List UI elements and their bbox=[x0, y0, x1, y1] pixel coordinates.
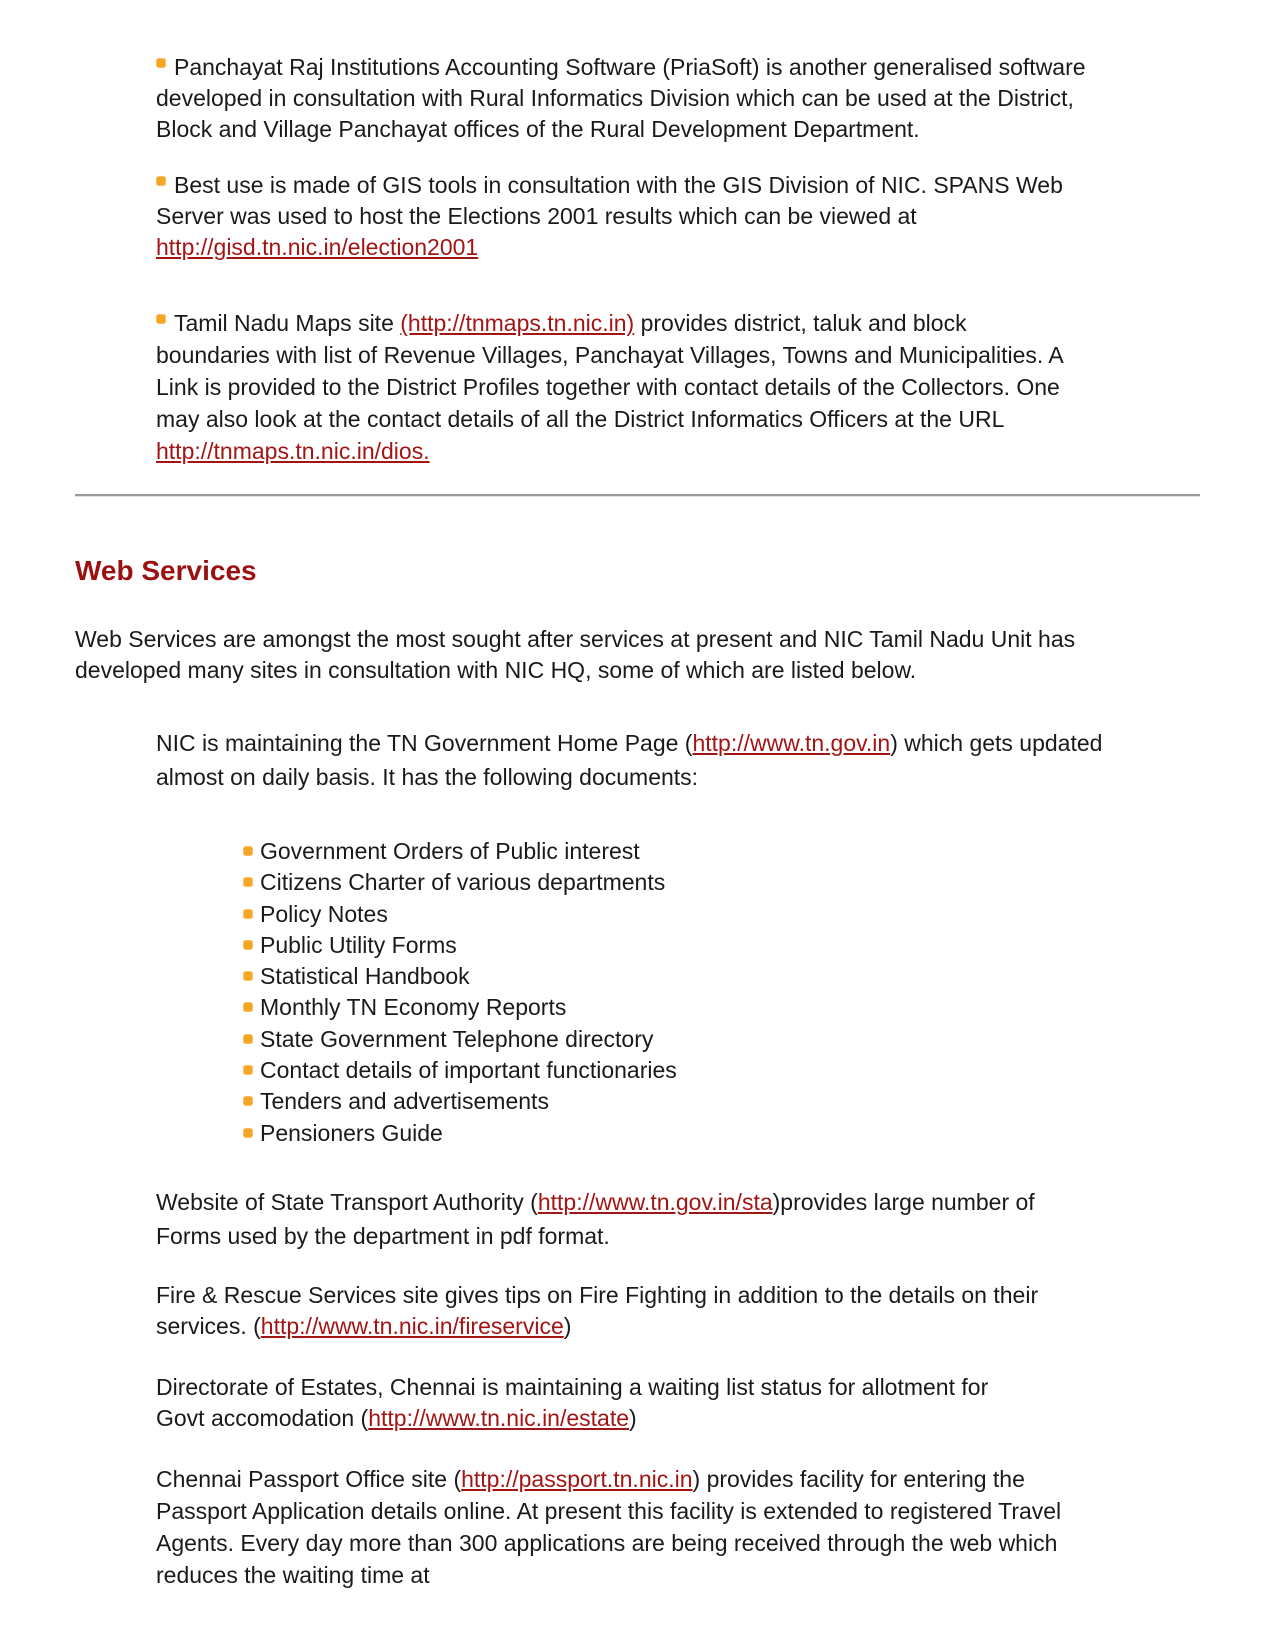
web-services-heading: Web Services bbox=[75, 555, 257, 586]
passport-link[interactable]: http://passport.tn.nic.in bbox=[461, 1466, 693, 1492]
list-item bbox=[243, 899, 677, 930]
bullet-paragraph-tnmaps bbox=[156, 307, 1076, 467]
home-page-text-after: ) which gets updated almost on daily basis. It has the following documents: bbox=[156, 730, 1103, 790]
sta-text-before: Website of State Transport Authority ( bbox=[156, 1189, 538, 1215]
tnmaps-link[interactable]: (http://tnmaps.tn.nic.in) bbox=[400, 310, 635, 336]
orange-bullet-icon bbox=[243, 1034, 253, 1044]
election2001-link[interactable]: http://gisd.tn.nic.in/election2001 bbox=[156, 234, 479, 260]
estate-link[interactable]: http://www.tn.nic.in/estate bbox=[368, 1405, 630, 1431]
orange-bullet-icon bbox=[243, 971, 253, 981]
sta-text-after: )provides large number of Forms used by the department in pdf format. bbox=[156, 1189, 1035, 1249]
list-item bbox=[243, 1086, 677, 1117]
fire-text-before: Fire & Rescue Services site gives tips on Fire Fighting in addition to the details on their services. ( bbox=[156, 1282, 1039, 1339]
document-label: State Government Telephone directory bbox=[260, 1025, 654, 1052]
tnmaps-text-middle: provides district, taluk and block boundaries with list of Revenue Villages, Panchayat Villages, Towns and Municipalities. A Link is provided to the District Profiles together with contact details of the Collectors. One may also look at the contact details of all the District Informatics Officers at the URL bbox=[156, 310, 1063, 432]
list-item bbox=[243, 930, 677, 961]
bullet-paragraph-gis bbox=[156, 170, 1076, 263]
orange-bullet-icon bbox=[156, 176, 166, 186]
home-page-text-before: NIC is maintaining the TN Government Home Page ( bbox=[156, 730, 693, 756]
documents-list bbox=[243, 836, 677, 1149]
document-label: Policy Notes bbox=[260, 900, 388, 927]
document-label: Pensioners Guide bbox=[260, 1119, 443, 1146]
orange-bullet-icon bbox=[243, 877, 253, 887]
list-item bbox=[243, 1118, 677, 1149]
orange-bullet-icon bbox=[156, 314, 166, 324]
document-label: Government Orders of Public interest bbox=[260, 838, 640, 864]
orange-bullet-icon bbox=[243, 846, 253, 856]
list-item bbox=[243, 961, 677, 992]
tnmaps-text-before: Tamil Nadu Maps site bbox=[174, 310, 401, 336]
fireservice-link[interactable]: http://www.tn.nic.in/fireservice bbox=[260, 1313, 564, 1339]
orange-bullet-icon bbox=[243, 1128, 253, 1138]
tn-gov-link[interactable]: http://www.tn.gov.in bbox=[692, 730, 891, 756]
web-services-intro: Web Services are amongst the most sought after services at present and NIC Tamil Nadu Unit has developed many sites in consultation with NIC HQ, some of which are listed below. bbox=[75, 626, 1076, 683]
list-item bbox=[243, 1055, 677, 1086]
estates-text-before: Directorate of Estates, Chennai is maintaining a waiting list status for allotment for Govt accomodation ( bbox=[156, 1374, 989, 1431]
sta-link[interactable]: http://www.tn.gov.in/sta bbox=[537, 1189, 773, 1215]
estates-paragraph bbox=[156, 1372, 1016, 1434]
horizontal-divider bbox=[75, 494, 1200, 497]
fire-text-after: ) bbox=[563, 1313, 572, 1339]
list-item bbox=[243, 836, 677, 867]
orange-bullet-icon bbox=[243, 940, 253, 950]
passport-text-before: Chennai Passport Office site ( bbox=[156, 1466, 462, 1492]
priasoft-text: Panchayat Raj Institutions Accounting Software (PriaSoft) is another generalised software developed in consultation with Rural Informatics Division which can be used at the District, Block and Village Panchayat offices of the Rural Development Department. bbox=[156, 54, 1086, 142]
document-label: Tenders and advertisements bbox=[260, 1088, 549, 1115]
document-label: Statistical Handbook bbox=[260, 963, 470, 990]
gis-text: Best use is made of GIS tools in consultation with the GIS Division of NIC. SPANS Web Server was used to host the Elections 2001 results which can be viewed at bbox=[156, 172, 1063, 229]
orange-bullet-icon bbox=[243, 1065, 253, 1075]
list-item bbox=[243, 867, 677, 898]
document-label: Citizens Charter of various departments bbox=[260, 869, 666, 896]
document-label: Monthly TN Economy Reports bbox=[260, 994, 567, 1021]
passport-paragraph bbox=[156, 1463, 1096, 1591]
list-item bbox=[243, 992, 677, 1023]
estates-text-after: ) bbox=[629, 1405, 637, 1431]
sta-paragraph bbox=[156, 1185, 1096, 1253]
home-page-paragraph bbox=[156, 726, 1106, 794]
orange-bullet-icon bbox=[243, 1002, 253, 1012]
document-label: Contact details of important functionaries bbox=[260, 1057, 677, 1084]
list-item bbox=[243, 1024, 677, 1055]
dios-link[interactable]: http://tnmaps.tn.nic.in/dios. bbox=[156, 438, 430, 464]
bullet-paragraph-priasoft bbox=[156, 52, 1116, 145]
orange-bullet-icon bbox=[156, 58, 166, 68]
passport-text-after: ) provides facility for entering the Passport Application details online. At present this facility is extended to registered Travel Agents. Every day more than 300 applications are being received through the web which reduces the waiting time at bbox=[156, 1466, 1062, 1588]
fire-paragraph bbox=[156, 1280, 1096, 1342]
document-label: Public Utility Forms bbox=[260, 931, 457, 958]
orange-bullet-icon bbox=[243, 1096, 253, 1106]
orange-bullet-icon bbox=[243, 909, 253, 919]
